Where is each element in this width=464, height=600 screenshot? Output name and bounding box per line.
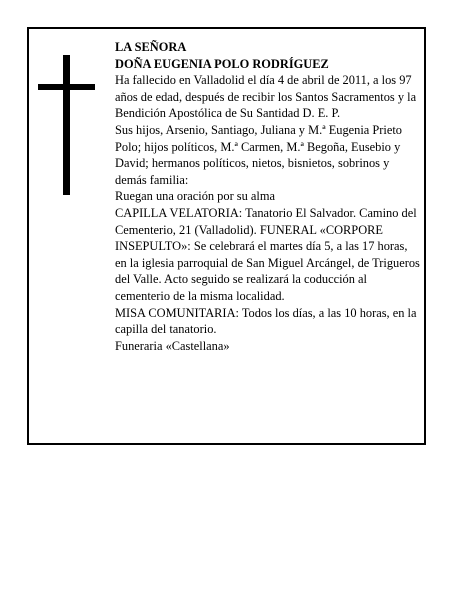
deceased-name: DOÑA EUGENIA POLO RODRÍGUEZ bbox=[115, 56, 329, 71]
chapel-funeral-paragraph: CAPILLA VELATORIA: Tanatorio El Salvador. Camino del Cementerio, 21 (Valladolid). FUNERAL «CORPORE INSEPULTO»: Se celebrará el martes día 5, a las 17 horas, en la iglesia parroquial de San Miguel Arcángel, de Trigueros del Valle. Acto seguido se realizará la coducción al cementerio de la misma localidad. bbox=[115, 205, 420, 303]
mass-paragraph: MISA COMUNITARIA: Todos los días, a las 10 horas, en la capilla del tanatorio. bbox=[115, 305, 417, 337]
obituary-text bbox=[115, 39, 421, 354]
prayer-paragraph: Ruegan una oración por su alma bbox=[115, 189, 275, 204]
funeral-home-paragraph: Funeraria «Castellana» bbox=[115, 338, 230, 353]
family-paragraph: Sus hijos, Arsenio, Santiago, Juliana y M.ª Eugenia Prieto Polo; hijos políticos, M.ª Carmen, M.ª Begoña, Eusebio y David; hermanos políticos, nietos, bisnietos, sobrinos y demás familia: bbox=[115, 122, 403, 187]
cross-icon bbox=[63, 55, 70, 195]
death-paragraph: Ha fallecido en Valladolid el día 4 de abril de 2011, a los 97 años de edad, después de recibir los Santos Sacramentos y la Bendición Apostólica de Su Santidad D. E. P. bbox=[115, 73, 417, 121]
cross-icon-crossbar bbox=[38, 84, 95, 90]
heading-title: LA SEÑORA bbox=[115, 40, 187, 54]
